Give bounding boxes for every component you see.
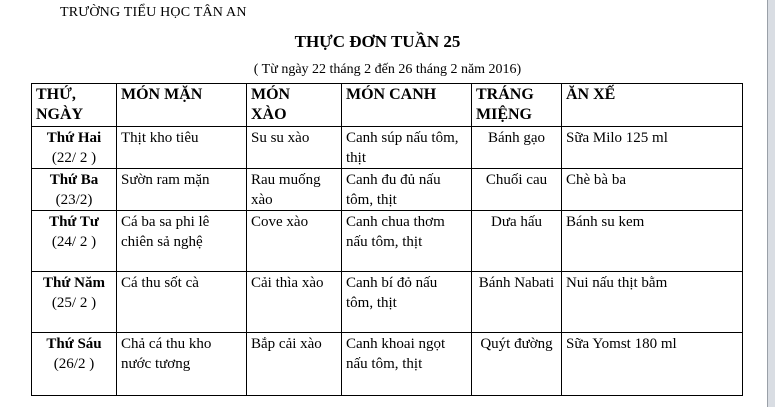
table-row — [32, 272, 743, 333]
header-day-line2: NGÀY — [36, 106, 84, 123]
header-soup: MÓN CANH — [342, 84, 472, 127]
dessert-cell: Chuối cau — [472, 169, 562, 211]
soup-cell: Canh bí đỏ nấu tôm, thịt — [342, 272, 472, 333]
header-stir-line2: XÀO — [251, 106, 287, 123]
stir-fry-cell: Cải thìa xào — [247, 272, 342, 333]
header-extra: ĂN XẾ — [562, 84, 743, 127]
soup-cell: Canh đu đủ nấu tôm, thịt — [342, 169, 472, 211]
day-date: (25/ 2 ) — [51, 295, 97, 311]
day-date: (22/ 2 ) — [51, 150, 97, 166]
table-row — [32, 127, 743, 169]
day-cell — [32, 127, 117, 169]
snack-cell: Sữa Yomst 180 ml — [562, 333, 743, 396]
day-name: Thứ Năm — [43, 275, 105, 291]
header-stir-line1: MÓN — [251, 86, 291, 103]
header-day-line1: THỨ, — [36, 86, 76, 103]
header-stir — [247, 84, 342, 127]
day-cell — [32, 333, 117, 396]
day-cell — [32, 272, 117, 333]
school-name: TRƯỜNG TIỂU HỌC TÂN AN — [60, 5, 247, 20]
day-cell — [32, 169, 117, 211]
stir-fry-cell: Su su xào — [247, 127, 342, 169]
main-dish-cell: Chả cá thu kho nước tương — [117, 333, 247, 396]
table-row — [32, 211, 743, 272]
stir-fry-cell: Rau muống xào — [247, 169, 342, 211]
day-date: (23/2) — [55, 192, 93, 208]
day-date: (24/ 2 ) — [51, 234, 97, 250]
soup-cell: Canh chua thơm nấu tôm, thịt — [342, 211, 472, 272]
menu-table — [31, 83, 743, 396]
dessert-cell: Dưa hấu — [472, 211, 562, 272]
header-row — [32, 84, 743, 127]
header-day — [32, 84, 117, 127]
day-name: Thứ Tư — [49, 214, 99, 230]
soup-cell: Canh súp nấu tôm, thịt — [342, 127, 472, 169]
day-name: Thứ Hai — [46, 130, 102, 146]
header-dessert-line1: TRÁNG — [476, 86, 534, 103]
date-range: ( Từ ngày 22 tháng 2 đến 26 tháng 2 năm 2016) — [253, 62, 522, 77]
page-title: THỰC ĐƠN TUẦN 25 — [294, 32, 461, 51]
dessert-cell: Quýt đường — [472, 333, 562, 396]
main-dish-cell: Thịt kho tiêu — [117, 127, 247, 169]
stir-fry-cell: Cove xào — [247, 211, 342, 272]
dessert-cell: Bánh gạo — [472, 127, 562, 169]
header-main: MÓN MẶN — [117, 84, 247, 127]
main-dish-cell: Sườn ram mặn — [117, 169, 247, 211]
snack-cell: Chè bà ba — [562, 169, 743, 211]
table-row — [32, 169, 743, 211]
day-name: Thứ Sáu — [46, 336, 102, 352]
soup-cell: Canh khoai ngọt nấu tôm, thịt — [342, 333, 472, 396]
stir-fry-cell: Bắp cải xào — [247, 333, 342, 396]
day-date: (26/2 ) — [53, 356, 95, 372]
main-dish-cell: Cá thu sốt cà — [117, 272, 247, 333]
header-dessert — [472, 84, 562, 127]
snack-cell: Sữa Milo 125 ml — [562, 127, 743, 169]
day-cell — [32, 211, 117, 272]
table-row — [32, 333, 743, 396]
header-dessert-line2: MIỆNG — [476, 106, 532, 123]
day-name: Thứ Ba — [49, 172, 99, 188]
dessert-cell: Bánh Nabati — [472, 272, 562, 333]
main-dish-cell: Cá ba sa phi lê chiên sả nghệ — [117, 211, 247, 272]
snack-cell: Nui nấu thịt bằm — [562, 272, 743, 333]
snack-cell: Bánh su kem — [562, 211, 743, 272]
